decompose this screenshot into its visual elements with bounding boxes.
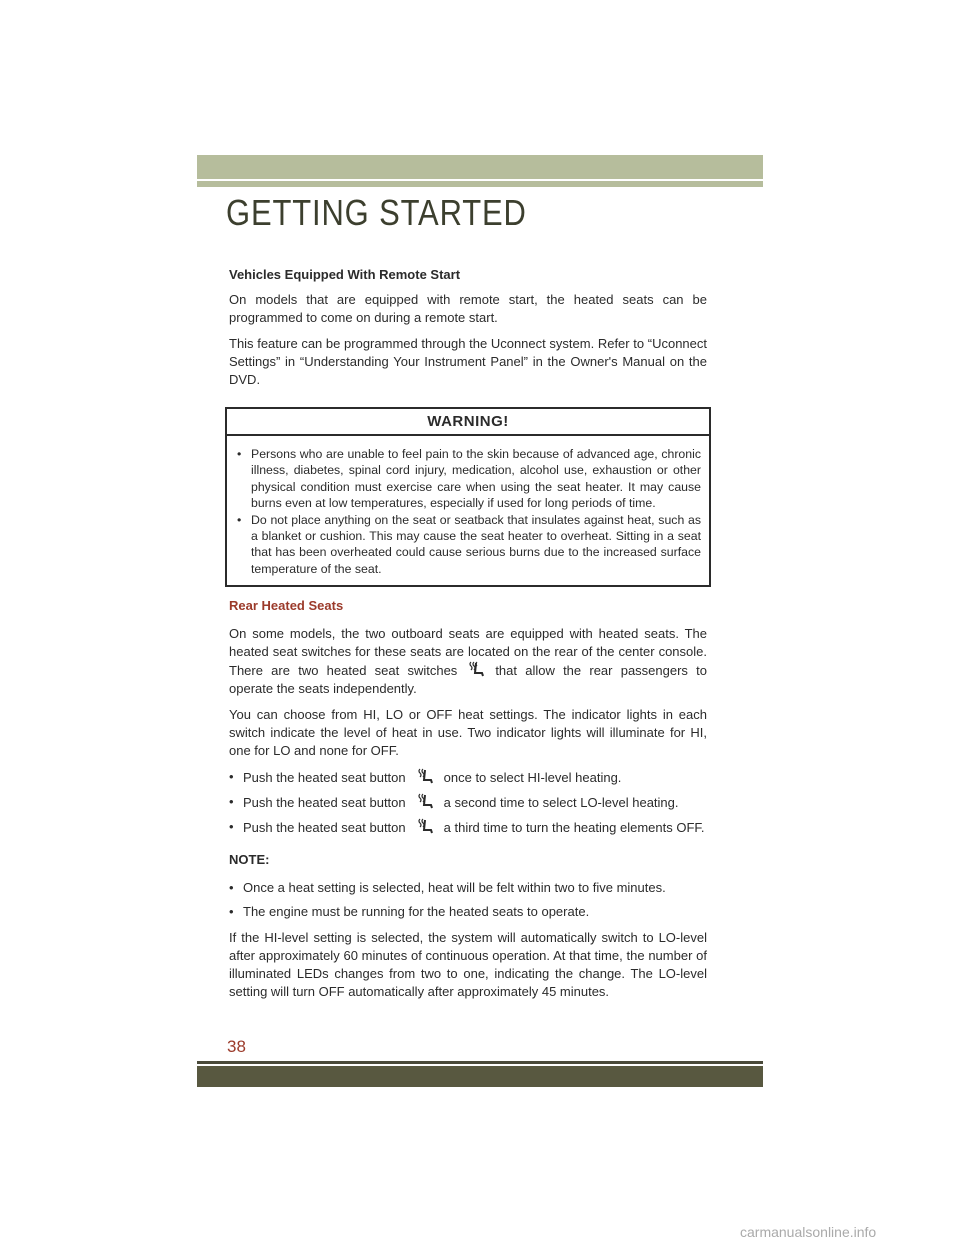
note-item: • Once a heat setting is selected, heat will be felt within two to five minutes.	[229, 879, 707, 897]
heated-seat-icon	[416, 818, 436, 836]
step-text: once to select HI-level heating.	[443, 770, 622, 786]
remote-start-subheading: Vehicles Equipped With Remote Start	[229, 267, 461, 282]
warning-item: • Persons who are unable to feel pain to the skin because of advanced age, chronic illness, diabetes, spinal cord injury, medication, alcohol use, exhaustion or other physical condition must exercise care when using the seat heater. It may cause burns even at low temperatures, especially if used for long periods of time.	[237, 446, 701, 512]
page-number: 38	[227, 1037, 246, 1056]
rear-heated-seats-paragraph-2: You can choose from HI, LO or OFF heat settings. The indicator lights in each switch indicate the level of heat in use. Two indicator lights will illuminate for HI, one for LO and none for OFF.	[229, 707, 707, 759]
heated-seat-icon	[416, 768, 436, 786]
remote-start-paragraph-1: On models that are equipped with remote start, the heated seats can be programmed to come on during a remote start.	[229, 292, 707, 325]
button-step	[229, 768, 707, 787]
rear-heated-seats-heading: Rear Heated Seats	[229, 598, 344, 614]
footer-band	[197, 1066, 763, 1087]
note-item: • The engine must be running for the heated seats to operate.	[229, 903, 707, 921]
warning-item: • Do not place anything on the seat or seatback that insulates against heat, such as a blanket or cushion. This may cause the seat heater to overheat. Sitting in a seat that has been overheated could cause serious burns due to the increased surface temperature of the seat.	[237, 512, 701, 578]
button-steps-list	[229, 768, 707, 837]
step-text: Push the heated seat button	[243, 795, 406, 811]
rear-heated-seats-paragraph-1	[229, 625, 707, 698]
step-text: a second time to select LO-level heating.	[443, 795, 679, 811]
section-title: GETTING STARTED	[226, 192, 527, 233]
note-list	[229, 879, 707, 921]
watermark: carmanualsonline.info	[740, 1224, 877, 1240]
header-band-line	[197, 181, 763, 187]
button-step	[229, 818, 707, 837]
button-step	[229, 793, 707, 812]
step-text: Push the heated seat button	[243, 770, 406, 786]
closing-paragraph: If the HI-level setting is selected, the system will automatically switch to LO-level after approximately 60 minutes of continuous operation. At that time, the number of illuminated LEDs changes from two to one, indicating the change. The LO-level setting will turn OFF automatically after approximately 45 minutes.	[229, 930, 707, 1000]
warning-list	[237, 446, 701, 577]
step-text: a third time to turn the heating elements OFF.	[443, 820, 705, 836]
heated-seat-icon	[416, 793, 436, 811]
header-band	[197, 155, 763, 179]
step-text: Push the heated seat button	[243, 820, 406, 836]
footer-band-line	[197, 1061, 763, 1064]
page-content	[229, 266, 707, 1009]
heated-seat-icon	[467, 661, 487, 679]
paragraph-text: On some models, the two outboard seats are equipped with heated seats. The heated seat switches for these seats are located on the rear of the center console. There are two heated seat switches	[229, 626, 707, 679]
remote-start-paragraph-2: This feature can be programmed through the Uconnect system. Refer to “Uconnect Settings” in “Understanding Your Instrument Panel” in the Owner's Manual on the DVD.	[229, 336, 707, 387]
warning-title: WARNING!	[227, 409, 709, 436]
warning-box	[225, 407, 711, 587]
note-label: NOTE:	[229, 852, 270, 868]
paragraph-text: that allow the rear passengers to operate the seats independently.	[229, 663, 707, 697]
